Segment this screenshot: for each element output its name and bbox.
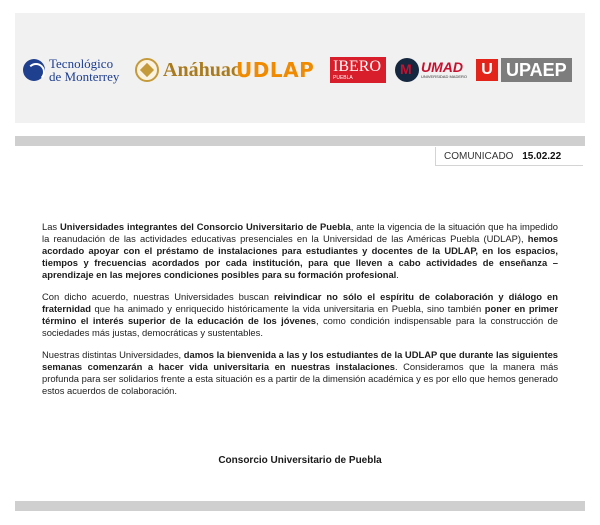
university-logos: [15, 53, 585, 87]
tec-monterrey-logo: [23, 53, 119, 87]
tec-line2: de Monterrey: [49, 69, 120, 84]
umad-logo: [395, 53, 467, 87]
bold-text-run: hemos acordado apoyar con el préstamo de instalaciones para estudiantes y docentes de la UDLAP, en los espacios, tiempos y frecuencias acordados por cada institución, para que lleven a cabo actividades de enseñanza – aprendizaje en las mejores condiciones posibles para su formación profesional: [42, 233, 558, 280]
bottom-divider-bar: [15, 501, 585, 511]
text-run: que ha animado y enriquecido históricamente la vida universitaria en Puebla, sino también: [90, 303, 485, 314]
upaep-badge-icon: U: [476, 59, 498, 81]
tec-line1: Tecnológico: [49, 56, 114, 71]
text-run: Nuestras distintas Universidades,: [42, 349, 184, 360]
tec-globe-icon: [23, 59, 45, 81]
upaep-wordmark: UPAEP: [501, 58, 572, 82]
tec-wordmark: [49, 57, 119, 83]
umad-subtitle: UNIVERSIDAD MADERO: [421, 74, 468, 79]
upaep-logo: [476, 53, 572, 87]
umad-text: [421, 60, 467, 80]
ibero-logo: [330, 53, 386, 87]
anahuac-logo: [135, 53, 240, 87]
ibero-subtitle: PUEBLA: [333, 75, 353, 81]
anahuac-seal-icon: [135, 58, 159, 82]
text-run: . Consideramos que la manera más profunda para ser solidarios frente a esta situación es a partir de la dimensión académica y es por ello que hemos generado estos acuerdos de colaboración.: [42, 361, 559, 396]
comunicado-date: 15.02.22: [522, 151, 562, 162]
ibero-wordmark: IBERO: [333, 58, 381, 75]
text-run: , ante la vigencia de la situación que ha impedido la reanudación de las actividades educativas presenciales en la Universidad de las Américas Puebla (UDLAP),: [42, 221, 559, 244]
paragraph-3: [42, 349, 558, 397]
bold-text-run: Universidades integrantes del Consorcio Universitario de Puebla: [60, 221, 351, 232]
paragraph-2: [42, 291, 558, 339]
paragraph-1: [42, 221, 558, 281]
signature: Consorcio Universitario de Puebla: [218, 455, 382, 466]
comunicado-label: COMUNICADO: [444, 151, 514, 162]
text-run: , como condición indispensable para la construcción de sociedades más justas, democráticas y sustentables.: [42, 315, 558, 338]
anahuac-wordmark: Anáhuac: [163, 58, 240, 81]
logo-band: [15, 13, 585, 123]
bold-text-run: damos la bienvenida a las y los estudiantes de la UDLAP que durante las siguientes semanas comenzarán a hacer vida universitaria en nuestras instalaciones: [42, 349, 558, 372]
bold-text-run: poner en primer término el interés superior de la educación de los jóvenes: [42, 303, 559, 326]
udlap-logo: [236, 53, 314, 87]
text-run: Con dicho acuerdo, nuestras Universidades buscan: [42, 291, 274, 302]
bold-text-run: reivindicar no sólo el espíritu de colaboración y diálogo en fraternidad: [42, 291, 558, 314]
top-divider-bar: [15, 136, 585, 146]
communique-body: [42, 221, 558, 407]
udlap-wordmark: UDLAP: [236, 58, 315, 82]
text-run: .: [396, 269, 399, 280]
ibero-box: [330, 57, 386, 83]
umad-wordmark: UMAD: [421, 59, 463, 75]
umad-emblem-icon: [395, 58, 419, 82]
comunicado-header: [435, 147, 583, 166]
text-run: Las: [42, 221, 60, 232]
